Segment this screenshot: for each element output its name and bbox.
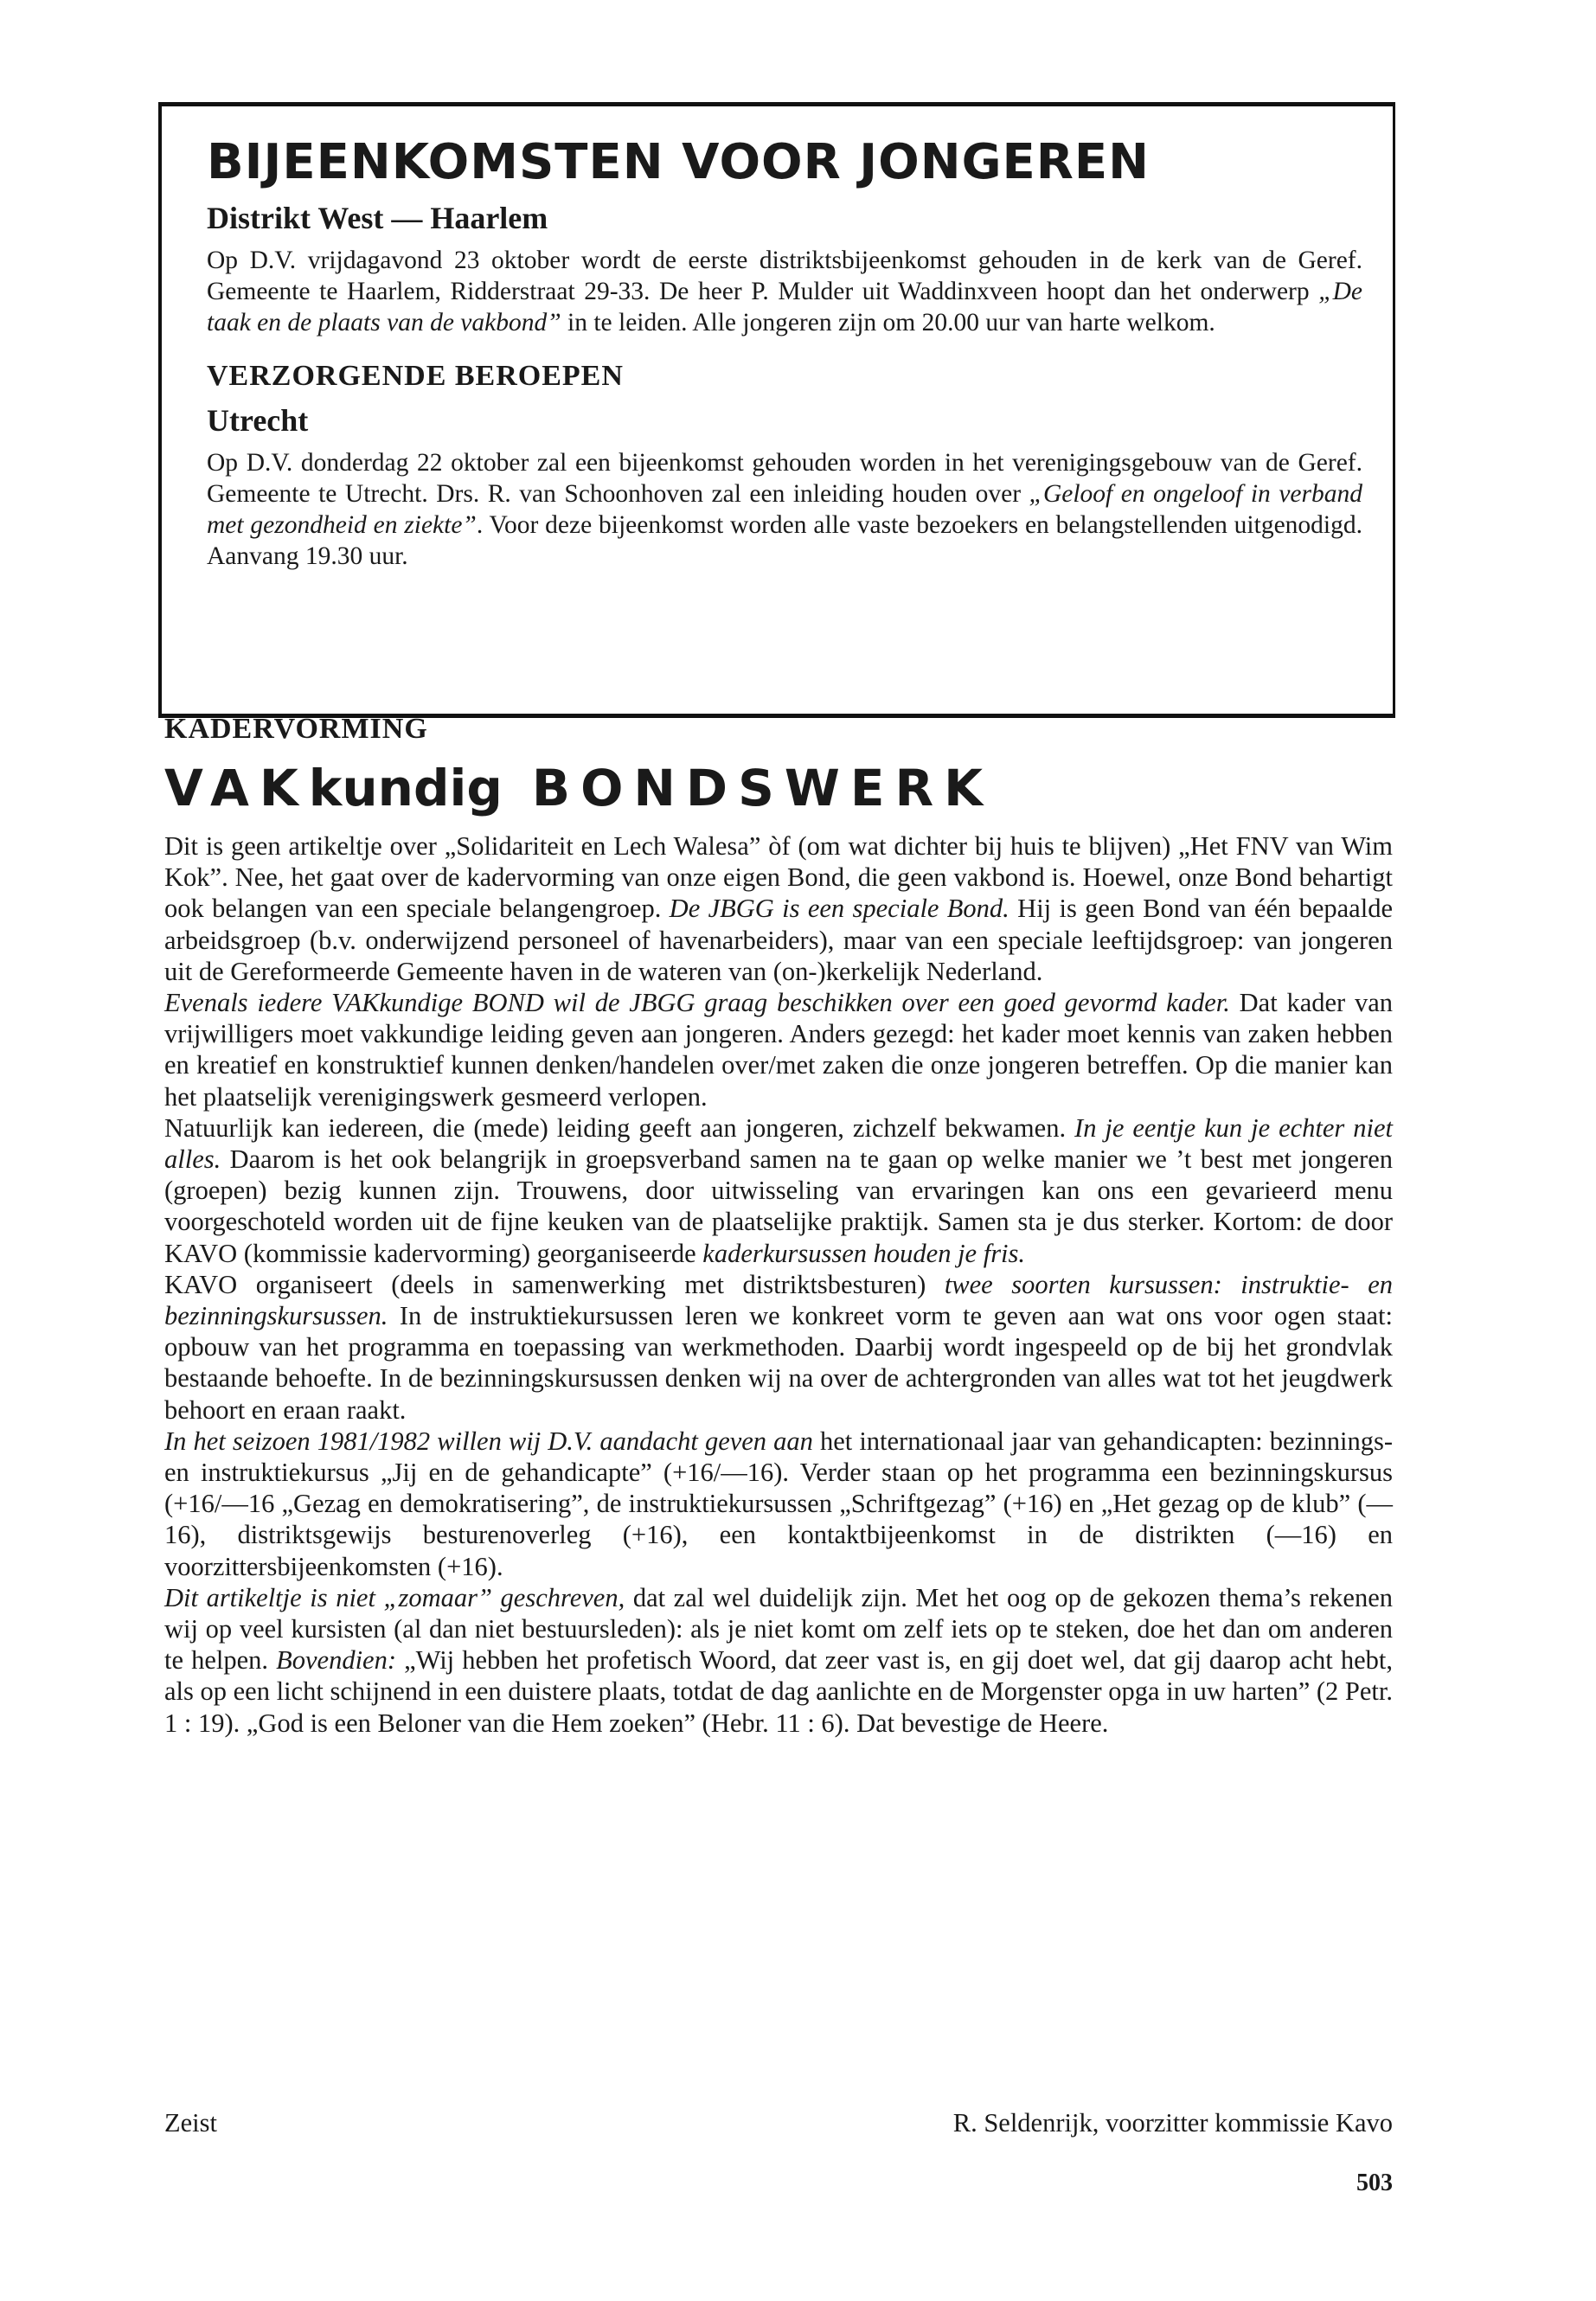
title-part-kundig: kundig — [308, 759, 503, 817]
article-section-label: KADERVORMING — [164, 713, 428, 745]
announcement-box — [158, 102, 1395, 718]
district-heading: Distrikt West — Haarlem — [207, 201, 548, 235]
city-paragraph — [207, 447, 1362, 572]
italic-text-run: kaderkursussen houden je fris. — [702, 1238, 1026, 1268]
text-run: Hij is geen Bond van één bepaalde arbeidsgroep (b.v. onderwijzend personeel of havenarbeiders), maar van een speciale leeftijdsgroep: van jongeren uit de Gereformeerde Gemeente haven in de wateren van (on-)kerkelijk Nederland. — [164, 894, 1393, 986]
text-run: Daarom is het ook belangrijk in groepsverband samen na te gaan op welke manier we ’t best met jongeren (groepen) bezig kunnen zijn. Trouwens, door uitwisseling van ervaringen kan ons een gevarieerd menu voorgeschoteld worden uit de fijne keuken van de plaatselijke praktijk. Samen sta je dus sterker. Kortom: de door KAVO (kommissie kadervorming) georganiseerde — [164, 1144, 1393, 1268]
italic-text-run: In je eentje kun je echter niet alles. — [164, 1112, 1393, 1175]
italic-text-run: twee soorten kursussen: instruktie- en bezinningskursussen. — [164, 1269, 1393, 1331]
city-heading: Utrecht — [207, 403, 309, 438]
text-run: „Wij hebben het profetisch Woord, dat zeer vast is, en gij doet wel, dat gij daarop acht hebt, als op een licht schijnend in een duistere plaats, totdat de dag aanlichte en de Morgenster opga in uw harten” (2 Petr. 1 : 19). „God is een Beloner van die Hem zoeken” (Hebr. 11 : 6). Dat bevestige de Heere. — [164, 1645, 1393, 1738]
district-paragraph — [207, 245, 1362, 338]
signature-name: R. Seldenrijk, voorzitter kommissie Kavo — [952, 2108, 1393, 2138]
article-title — [164, 758, 993, 818]
article-body — [164, 830, 1393, 1739]
text-run: in te leiden. Alle jongeren zijn om 20.00 uur van harte welkom. — [561, 309, 1215, 336]
article-paragraph — [164, 1582, 1393, 1739]
text-run: Op D.V. vrijdagavond 23 oktober wordt de eerste distriktsbijeenkomst gehouden in de kerk van de Geref. Gemeente te Haarlem, Ridderstraat 29-33. De heer P. Mulder uit Waddinxveen hoopt dan het onderwerp — [207, 247, 1362, 305]
text-run: Op D.V. donderdag 22 oktober zal een bijeenkomst gehouden worden in het verenigingsgebouw van de Geref. Gemeente te Utrecht. Drs. R. van Schoonhoven zal een inleiding houden over — [207, 449, 1362, 508]
text-run: . Voor deze bijeenkomst worden alle vaste bezoekers en belangstellenden uitgenodigd. Aanvang 19.30 uur. — [207, 511, 1362, 570]
title-part-vak: VAK — [164, 759, 309, 817]
text-run: dat zal wel duidelijk zijn. Met het oog op de gekozen thema’s rekenen wij op veel kursisten (al dan niet bestuursleden): als je niet komt om zelf iets op te steken, doe het dan om anderen te helpen. — [164, 1582, 1393, 1676]
italic-text-run: Bovendien: — [276, 1645, 396, 1676]
italic-text-run: „De taak en de plaats van de vakbond” — [207, 278, 1362, 336]
article-paragraph — [164, 1426, 1393, 1582]
article-paragraph — [164, 1269, 1393, 1426]
text-run: Dat kader van vrijwilligers moet vakkundige leiding geven aan jongeren. Anders gezegd: het kader moet kennis van zaken hebben en kreatief en konstruktief kunnen denken/handelen over/met zaken die onze jongeren betreffen. Op die manier kan het plaatselijk verenigingswerk gesmeerd verlopen. — [164, 988, 1394, 1112]
article-paragraph — [164, 987, 1393, 1112]
text-run: Dit is geen artikeltje over „Solidariteit en Lech Walesa” òf (om wat dichter bij huis te blijven) „Het FNV van Wim Kok”. Nee, het gaat over de kadervorming van onze eigen Bond, die geen vakbond is. Hoewel, onze Bond behartigt ook belangen van een speciale belangengroep. — [164, 831, 1393, 924]
article-paragraph — [164, 830, 1393, 987]
text-run: Natuurlijk kan iedereen, die (mede) leiding geeft aan jongeren, zichzelf bekwamen. — [164, 1112, 1075, 1143]
article-paragraph — [164, 1112, 1393, 1269]
text-run: KAVO organiseert (deels in samenwerking met distriktsbesturen) — [164, 1269, 945, 1299]
section-heading: VERZORGENDE BEROEPEN — [207, 360, 624, 392]
signature-place: Zeist — [164, 2108, 217, 2138]
announcement-content — [207, 132, 1362, 572]
text-run: In de instruktiekursussen leren we konkreet vorm te geven aan wat ons voor ogen staat: opbouw van het programma en toepassing van werkmethoden. Daarbij wordt ingespeeld op de bij het grondvlak bestaande behoefte. In de bezinningskursussen denken wij na over de achtergronden van alles wat tot het jeugdwerk behoort en eraan raakt. — [164, 1301, 1393, 1425]
italic-text-run: Evenals iedere VAKkundige BOND wil de JBGG graag beschikken over een goed gevormd kader. — [164, 988, 1230, 1018]
italic-text-run: „Geloof en ongeloof in verband met gezondheid en ziekte” — [207, 480, 1362, 539]
title-part-bondswerk: BONDSWERK — [531, 759, 994, 817]
italic-text-run: In het seizoen 1981/1982 willen wij D.V. aandacht geven aan — [164, 1426, 813, 1456]
page-number: 503 — [1356, 2170, 1393, 2196]
announcement-banner: BIJEENKOMSTEN VOOR JONGEREN — [207, 134, 1151, 190]
italic-text-run: Dit artikeltje is niet „zomaar” geschreven, — [164, 1582, 625, 1612]
italic-text-run: De JBGG is een speciale Bond. — [669, 894, 1010, 924]
text-run: het internationaal jaar van gehandicapten: bezinnings- en instruktiekursus „Jij en de gehandicapte” (+16/—16). Verder staan op het programma een bezinningskursus (+16/—16 „Gezag en demokratisering”, de instruktiekursussen „Schriftgezag” (+16) en „Het gezag op de klub” (—16), distriktsgewijs besturenoverleg (+16), een kontaktbijeenkomst in de distrikten (—16) en voorzittersbijeenkomsten (+16). — [164, 1426, 1393, 1581]
